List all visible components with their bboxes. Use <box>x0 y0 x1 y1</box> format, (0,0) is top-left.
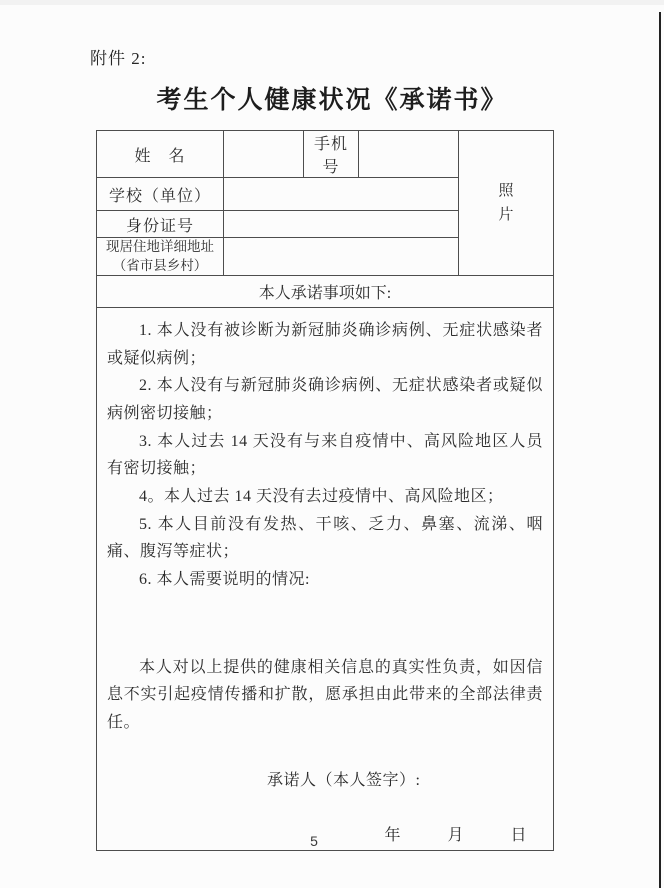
address-label-line-2: （省市县乡村） <box>112 257 208 273</box>
address-value-cell <box>224 238 459 276</box>
photo-label-char-2: 片 <box>498 207 514 223</box>
commitment-item-1: 1. 本人没有被诊断为新冠肺炎确诊病例、无症状感染者或疑似病例； <box>107 322 543 367</box>
commitment-item-2: 2. 本人没有与新冠肺炎确诊病例、无症状感染者或疑似病例密切接触； <box>107 377 543 423</box>
table-row-commitment-body <box>97 308 554 851</box>
address-label-cell <box>97 238 224 276</box>
commitment-heading-cell: 本人承诺事项如下: <box>97 276 554 308</box>
photo-placeholder-cell <box>459 131 554 276</box>
phone-label-cell: 手机号 <box>304 131 359 178</box>
school-label-cell: 学校（单位） <box>97 178 224 211</box>
date-year-label: 年 <box>384 827 401 845</box>
commitment-item-3: 3. 本人过去 14 天没有与来自疫情中、高风险地区人员有密切接触； <box>107 432 543 478</box>
photo-label-char-1: 照 <box>498 183 514 199</box>
id-value-cell <box>224 211 459 238</box>
page-number: 5 <box>310 833 318 849</box>
commitment-item-4: 4。本人过去 14 天没有去过疫情中、高风险地区； <box>139 488 504 506</box>
address-label-line-1: 现居住地详细地址 <box>106 239 214 255</box>
date-day-label: 日 <box>510 827 527 845</box>
commitment-body-cell <box>97 308 554 851</box>
scan-right-edge-artifact <box>659 12 661 888</box>
page-title: 考生个人健康状况《承诺书》 <box>156 87 508 114</box>
name-value-cell <box>224 131 304 178</box>
id-label-cell: 身份证号 <box>97 211 224 238</box>
attachment-label: 附件 2: <box>90 49 147 68</box>
health-form-table <box>96 130 554 851</box>
declaration-paragraph: 本人对以上提供的健康相关信息的真实性负责，如因信息不实引起疫情传播和扩散，愿承担由此带来的全部法律责任。 <box>107 658 543 732</box>
signature-line: 承诺人（本人签字）: <box>267 771 421 789</box>
table-row-commitment-heading <box>97 276 554 308</box>
commitment-item-6: 6. 本人需要说明的情况: <box>139 571 310 589</box>
school-value-cell <box>224 178 459 211</box>
date-month-label: 月 <box>447 827 464 845</box>
phone-value-cell <box>359 131 459 178</box>
name-label-cell: 姓 名 <box>97 131 224 178</box>
table-row-name-phone <box>97 131 554 178</box>
commitment-item-5: 5. 本人目前没有发热、干咳、乏力、鼻塞、流涕、咽痛、腹泻等症状； <box>107 515 543 561</box>
scan-top-edge-artifact <box>0 0 664 5</box>
